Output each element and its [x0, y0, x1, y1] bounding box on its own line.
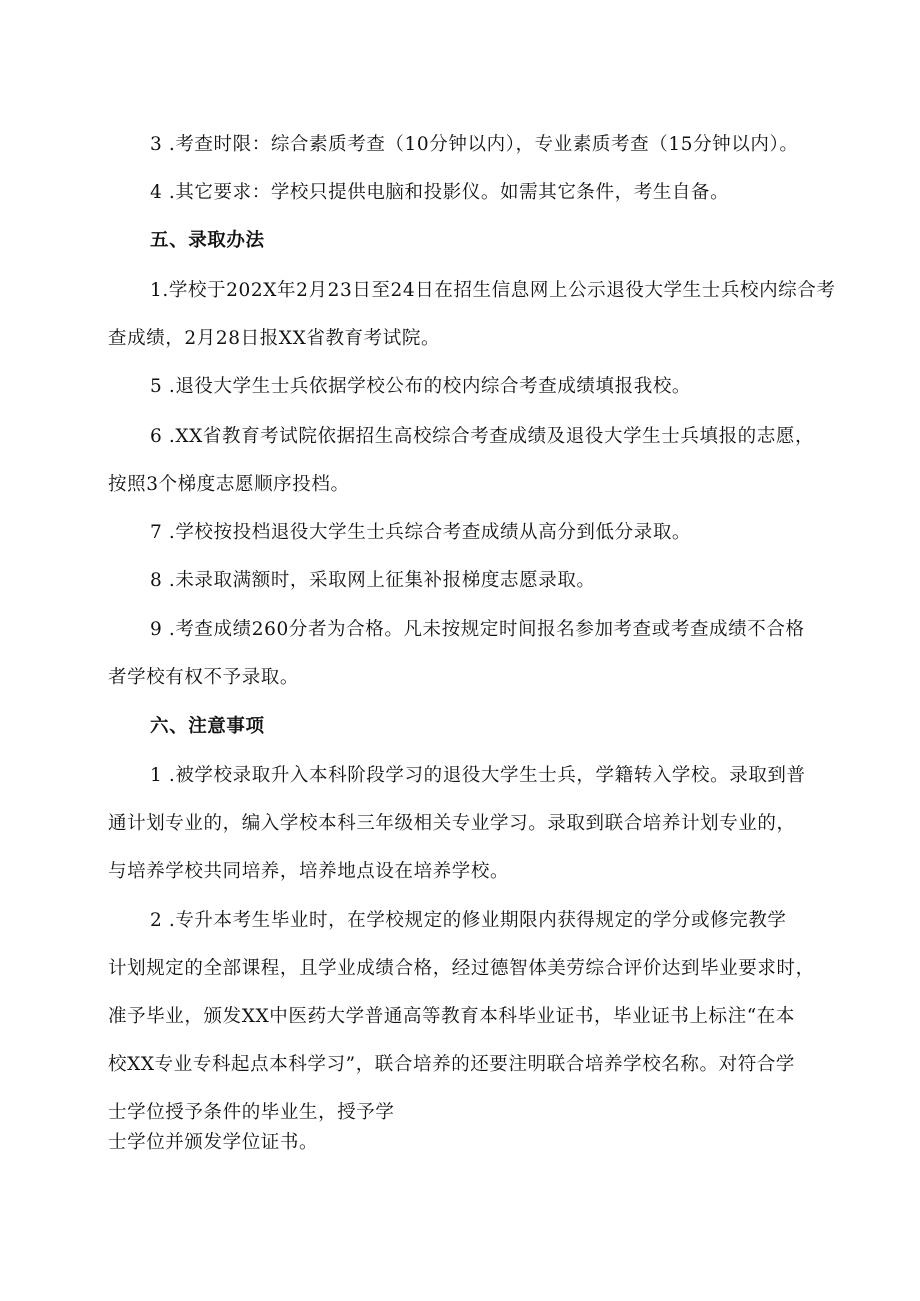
- heading-admission-method: 五、录取办法: [150, 230, 265, 251]
- paragraph-notes-2-line-6: 士学位并颁发学位证书。: [108, 1132, 319, 1153]
- paragraph-admission-9-line-2: 者学校有权不予录取。: [108, 667, 300, 688]
- paragraph-admission-7-line-1: 7 .学校按投档退役大学生士兵综合考查成绩从高分到低分录取。: [150, 522, 692, 543]
- paragraph-admission-6-line-1: 6 .XX省教育考试院依据招生高校综合考查成绩及退役大学生士兵填报的志愿，: [150, 426, 815, 447]
- paragraph-admission-6-line-2: 按照3个梯度志愿顺序投档。: [108, 474, 350, 495]
- heading-notes: 六、注意事项: [150, 716, 265, 737]
- paragraph-notes-2-line-5: 士学位授予条件的毕业生，授予学: [108, 1102, 395, 1123]
- paragraph-admission-8-line-1: 8 .未录取满额时，采取网上征集补报梯度志愿录取。: [150, 570, 596, 591]
- paragraph-other-requirements-line-1: 4 .其它要求：学校只提供电脑和投影仪。如需其它条件，考生自备。: [150, 182, 730, 203]
- paragraph-admission-9-line-1: 9 .考查成绩260分者为合格。凡未按规定时间报名参加考查或考查成绩不合格: [150, 619, 805, 640]
- paragraph-exam-time-line-1: 3 .考查时限：综合素质考查（10分钟以内），专业素质考查（15分钟以内）。: [150, 134, 799, 155]
- paragraph-notes-2-line-4: 校XX专业专科起点本科学习”，联合培养的还要注明联合培养学校名称。对符合学: [108, 1054, 796, 1075]
- paragraph-notes-1-line-3: 与培养学校共同培养，培养地点设在培养学校。: [108, 861, 510, 882]
- paragraph-notes-1-line-2: 通计划专业的，编入学校本科三年级相关专业学习。录取到联合培养计划专业的，: [108, 813, 796, 834]
- paragraph-notes-2-line-3: 准予毕业，颁发XX中医药大学普通高等教育本科毕业证书，毕业证书上标注“在本: [108, 1006, 796, 1027]
- paragraph-admission-1-line-2: 查成绩，2月28日报XX省教育考试院。: [108, 328, 441, 349]
- paragraph-notes-2-line-1: 2 .专升本考生毕业时，在学校规定的修业期限内获得规定的学分或修完教学: [150, 910, 787, 931]
- paragraph-admission-1-line-1: 1.学校于202X年2月23日至24日在招生信息网上公示退役大学生士兵校内综合考: [150, 280, 836, 301]
- paragraph-notes-2-line-2: 计划规定的全部课程，且学业成绩合格，经过德智体美劳综合评价达到毕业要求时，: [108, 958, 815, 979]
- paragraph-admission-5-line-1: 5 .退役大学生士兵依据学校公布的校内综合考查成绩填报我校。: [150, 376, 692, 397]
- paragraph-notes-1-line-1: 1 .被学校录取升入本科阶段学习的退役大学生士兵，学籍转入学校。录取到普: [150, 765, 806, 786]
